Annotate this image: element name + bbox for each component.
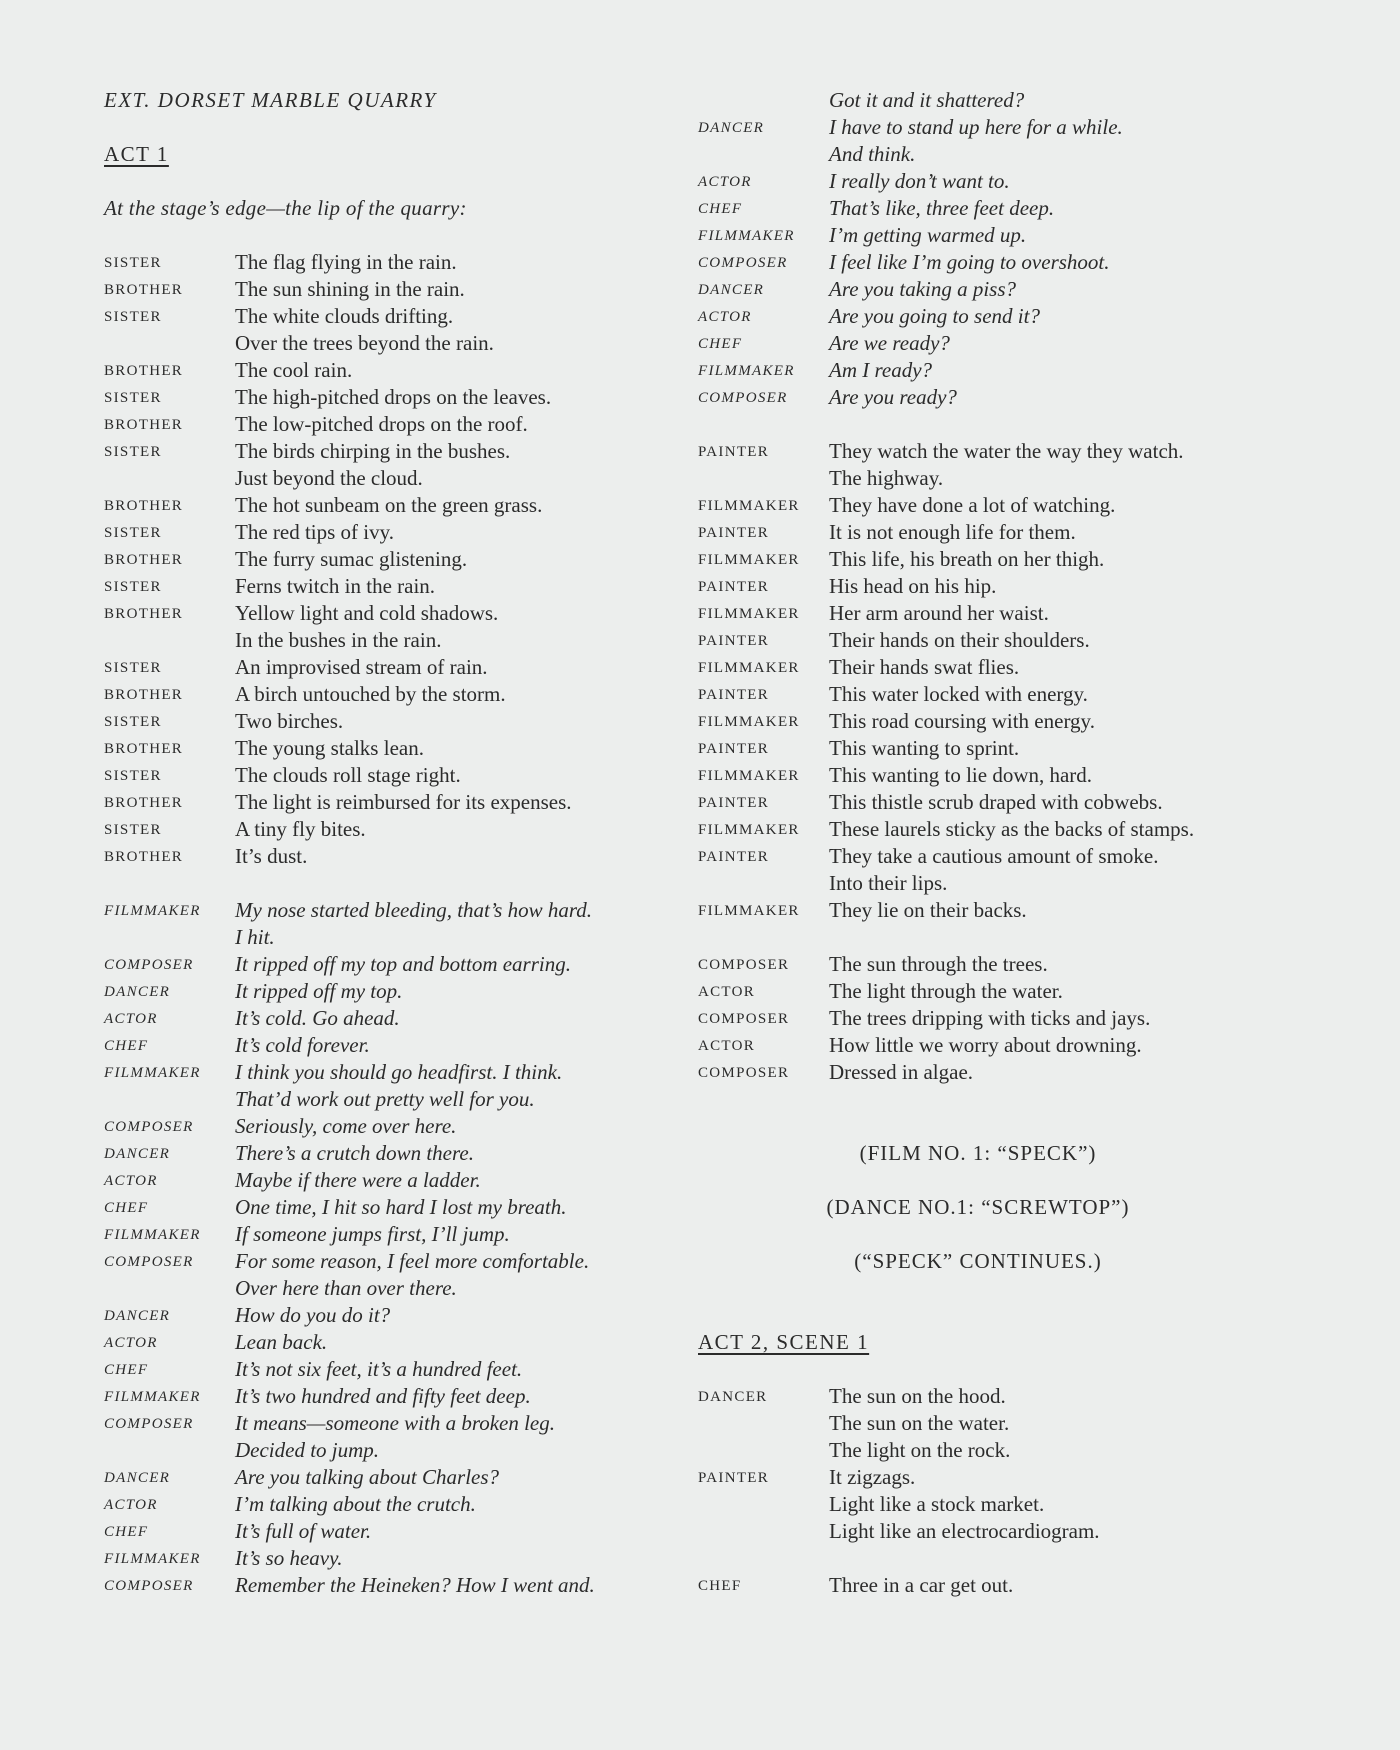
dialogue-text: It’s two hundred and fifty feet deep. <box>235 1384 531 1408</box>
speaker-name: ACTOR <box>104 1335 158 1351</box>
dialogue-text: It’s so heavy. <box>235 1546 343 1570</box>
dialogue-block <box>698 438 1318 924</box>
dialogue-text: This water locked with energy. <box>829 682 1088 706</box>
dialogue-block <box>698 87 1318 411</box>
dialogue-text: It’s not six feet, it’s a hundred feet. <box>235 1357 523 1381</box>
dialogue-line <box>104 1086 684 1113</box>
dialogue-line <box>104 681 684 708</box>
act-heading: ACT 1 <box>104 142 169 166</box>
dialogue-text: The hot sunbeam on the green grass. <box>235 493 543 517</box>
dialogue-text: It’s full of water. <box>235 1519 372 1543</box>
dialogue-line <box>104 600 684 627</box>
dialogue-text: It’s dust. <box>235 844 308 868</box>
dialogue-text: Seriously, come over here. <box>235 1114 457 1138</box>
dialogue-text: The light on the rock. <box>829 1438 1011 1462</box>
dialogue-text: An improvised stream of rain. <box>235 655 488 679</box>
speaker-name: ACTOR <box>104 1011 158 1027</box>
speaker-name: PAINTER <box>698 795 770 811</box>
dialogue-line <box>104 1194 684 1221</box>
dialogue-text: The birds chirping in the bushes. <box>235 439 511 463</box>
dialogue-text: The cool rain. <box>235 358 353 382</box>
dialogue-text: The trees dripping with ticks and jays. <box>829 1006 1151 1030</box>
dialogue-line <box>104 843 684 870</box>
dialogue-line <box>698 1437 1318 1464</box>
dialogue-line <box>698 1383 1318 1410</box>
speaker-name: FILMMAKER <box>698 552 800 568</box>
dialogue-text: A birch untouched by the storm. <box>235 682 506 706</box>
speaker-name: BROTHER <box>104 687 184 703</box>
dialogue-line <box>104 1464 684 1491</box>
dialogue-text: In the bushes in the rain. <box>235 628 442 652</box>
dialogue-text: They lie on their backs. <box>829 898 1027 922</box>
dialogue-text: The young stalks lean. <box>235 736 424 760</box>
dialogue-text: Just beyond the cloud. <box>235 466 423 490</box>
dialogue-text: If someone jumps first, I’ll jump. <box>235 1222 510 1246</box>
dialogue-line <box>104 1113 684 1140</box>
left-column <box>104 87 684 1599</box>
dialogue-line <box>104 1140 684 1167</box>
dialogue-text: How little we worry about drowning. <box>829 1033 1142 1057</box>
speaker-name: DANCER <box>104 984 171 1000</box>
speaker-name: CHEF <box>698 201 743 217</box>
dialogue-line <box>698 573 1318 600</box>
dialogue-line <box>104 573 684 600</box>
speaker-name: DANCER <box>104 1470 171 1486</box>
dialogue-line <box>104 1437 684 1464</box>
speaker-name: PAINTER <box>698 687 770 703</box>
dialogue-line <box>698 681 1318 708</box>
dialogue-line <box>698 195 1318 222</box>
dialogue-text: Dressed in algae. <box>829 1060 974 1084</box>
dialogue-line <box>104 708 684 735</box>
dialogue-line <box>104 762 684 789</box>
dialogue-text: The red tips of ivy. <box>235 520 395 544</box>
dialogue-text: Into their lips. <box>829 871 948 895</box>
dialogue-line <box>104 1491 684 1518</box>
dialogue-text: Light like an electrocardiogram. <box>829 1519 1100 1543</box>
dialogue-line <box>104 546 684 573</box>
speaker-name: SISTER <box>104 525 162 541</box>
speaker-name: FILMMAKER <box>698 903 800 919</box>
dialogue-block <box>698 1572 1318 1599</box>
dialogue-text: They watch the water the way they watch. <box>829 439 1184 463</box>
dialogue-text: That’d work out pretty well for you. <box>235 1087 535 1111</box>
dialogue-line <box>104 438 684 465</box>
dialogue-text: Over the trees beyond the rain. <box>235 331 494 355</box>
dialogue-block <box>104 249 684 870</box>
dialogue-line <box>698 978 1318 1005</box>
dialogue-line <box>698 1464 1318 1491</box>
dialogue-line <box>698 1059 1318 1086</box>
dialogue-line <box>698 168 1318 195</box>
dialogue-line <box>104 1356 684 1383</box>
dialogue-line <box>104 1005 684 1032</box>
speaker-name: CHEF <box>104 1524 149 1540</box>
right-column <box>698 87 1318 1599</box>
dialogue-text: I hit. <box>235 925 275 949</box>
dialogue-line <box>698 1518 1318 1545</box>
dialogue-text: This wanting to lie down, hard. <box>829 763 1093 787</box>
dialogue-text: Lean back. <box>235 1330 328 1354</box>
dialogue-line <box>698 384 1318 411</box>
speaker-name: SISTER <box>104 660 162 676</box>
dialogue-line <box>698 357 1318 384</box>
speaker-name: COMPOSER <box>698 1011 790 1027</box>
speaker-name: COMPOSER <box>698 957 790 973</box>
dialogue-text: The highway. <box>829 466 944 490</box>
speaker-name: BROTHER <box>104 849 184 865</box>
dialogue-line <box>104 303 684 330</box>
speaker-name: ACTOR <box>698 984 756 1000</box>
speaker-name: FILMMAKER <box>104 1227 201 1243</box>
dialogue-text: The sun through the trees. <box>829 952 1048 976</box>
dialogue-text: The sun on the water. <box>829 1411 1010 1435</box>
dialogue-line <box>698 114 1318 141</box>
dialogue-line <box>698 654 1318 681</box>
dialogue-block <box>698 951 1318 1086</box>
dialogue-line <box>104 1410 684 1437</box>
speaker-name: SISTER <box>104 579 162 595</box>
dialogue-line <box>698 600 1318 627</box>
dialogue-line <box>698 1032 1318 1059</box>
speaker-name: COMPOSER <box>698 1065 790 1081</box>
speaker-name: CHEF <box>698 336 743 352</box>
dialogue-line <box>698 303 1318 330</box>
dialogue-text: It’s cold forever. <box>235 1033 370 1057</box>
dialogue-text: Are you taking a piss? <box>829 277 1017 301</box>
speaker-name: PAINTER <box>698 579 770 595</box>
dialogue-line <box>104 1248 684 1275</box>
dialogue-line <box>698 762 1318 789</box>
speaker-name: PAINTER <box>698 741 770 757</box>
dialogue-text: The light is reimbursed for its expenses. <box>235 790 572 814</box>
dialogue-line <box>104 1167 684 1194</box>
speaker-name: FILMMAKER <box>698 498 800 514</box>
dialogue-line <box>698 897 1318 924</box>
dialogue-text: That’s like, three feet deep. <box>829 196 1055 220</box>
dialogue-text: A tiny fly bites. <box>235 817 366 841</box>
dialogue-block <box>698 1383 1318 1545</box>
speaker-name: FILMMAKER <box>698 606 800 622</box>
speaker-name: COMPOSER <box>104 1416 194 1432</box>
speaker-name: SISTER <box>104 255 162 271</box>
dialogue-text: The high-pitched drops on the leaves. <box>235 385 552 409</box>
speaker-name: SISTER <box>104 390 162 406</box>
dialogue-line <box>104 789 684 816</box>
speaker-name: CHEF <box>104 1038 149 1054</box>
speaker-name: SISTER <box>104 768 162 784</box>
dialogue-line <box>104 1545 684 1572</box>
speaker-name: ACTOR <box>698 174 752 190</box>
dialogue-line <box>104 249 684 276</box>
dialogue-line <box>104 1383 684 1410</box>
dialogue-text: It’s cold. Go ahead. <box>235 1006 400 1030</box>
speaker-name: FILMMAKER <box>698 822 800 838</box>
dialogue-line <box>698 492 1318 519</box>
dialogue-line <box>698 1005 1318 1032</box>
dialogue-text: I think you should go headfirst. I think. <box>235 1060 563 1084</box>
dialogue-line <box>698 735 1318 762</box>
dialogue-line <box>104 951 684 978</box>
dialogue-text: This thistle scrub draped with cobwebs. <box>829 790 1163 814</box>
speaker-name: FILMMAKER <box>698 228 795 244</box>
dialogue-text: Two birches. <box>235 709 344 733</box>
dialogue-text: I’m getting warmed up. <box>829 223 1027 247</box>
dialogue-text: Their hands on their shoulders. <box>829 628 1090 652</box>
dialogue-text: My nose started bleeding, that’s how hard. <box>235 898 592 922</box>
dialogue-text: Am I ready? <box>829 358 933 382</box>
dialogue-line <box>698 330 1318 357</box>
speaker-name: FILMMAKER <box>698 714 800 730</box>
dialogue-line <box>104 276 684 303</box>
dialogue-text: The light through the water. <box>829 979 1063 1003</box>
speaker-name: FILMMAKER <box>698 660 800 676</box>
dialogue-line <box>104 978 684 1005</box>
dialogue-text: Maybe if there were a ladder. <box>235 1168 481 1192</box>
scene-heading: EXT. DORSET MARBLE QUARRY <box>104 88 437 112</box>
dialogue-text: They take a cautious amount of smoke. <box>829 844 1159 868</box>
dialogue-text: There’s a crutch down there. <box>235 1141 474 1165</box>
speaker-name: FILMMAKER <box>104 1551 201 1567</box>
speaker-name: FILMMAKER <box>104 1065 201 1081</box>
dialogue-line <box>104 1059 684 1086</box>
dialogue-line <box>698 708 1318 735</box>
speaker-name: SISTER <box>104 714 162 730</box>
dialogue-text: It zigzags. <box>829 1465 916 1489</box>
dialogue-text: It ripped off my top. <box>235 979 403 1003</box>
dialogue-line <box>698 816 1318 843</box>
dialogue-text: The sun shining in the rain. <box>235 277 465 301</box>
speaker-name: FILMMAKER <box>698 768 800 784</box>
dialogue-line <box>104 1518 684 1545</box>
dialogue-text: This wanting to sprint. <box>829 736 1020 760</box>
speaker-name: BROTHER <box>104 417 184 433</box>
speaker-name: PAINTER <box>698 633 770 649</box>
stage-direction: At the stage’s edge—the lip of the quarry: <box>104 196 467 220</box>
speaker-name: CHEF <box>104 1362 149 1378</box>
dialogue-line <box>104 357 684 384</box>
interlude-dance: (DANCE NO.1: “SCREWTOP”) <box>826 1195 1130 1219</box>
dialogue-text: Her arm around her waist. <box>829 601 1049 625</box>
speaker-name: BROTHER <box>104 606 184 622</box>
speaker-name: BROTHER <box>104 363 184 379</box>
dialogue-line <box>698 870 1318 897</box>
dialogue-line <box>104 411 684 438</box>
dialogue-text: The furry sumac glistening. <box>235 547 468 571</box>
speaker-name: CHEF <box>698 1578 742 1594</box>
dialogue-block <box>104 897 684 1599</box>
speaker-name: PAINTER <box>698 849 770 865</box>
speaker-name: FILMMAKER <box>698 363 795 379</box>
interlude-continues: (“SPECK” CONTINUES.) <box>854 1249 1102 1273</box>
dialogue-line <box>104 330 684 357</box>
dialogue-line <box>104 897 684 924</box>
speaker-name: PAINTER <box>698 1470 770 1486</box>
dialogue-line <box>104 1329 684 1356</box>
dialogue-text: I really don’t want to. <box>829 169 1010 193</box>
dialogue-text: How do you do it? <box>235 1303 391 1327</box>
speaker-name: DANCER <box>104 1308 171 1324</box>
dialogue-text: Yellow light and cold shadows. <box>235 601 499 625</box>
dialogue-line <box>104 519 684 546</box>
dialogue-text: The sun on the hood. <box>829 1384 1006 1408</box>
dialogue-text: And think. <box>829 142 916 166</box>
dialogue-line <box>698 87 1318 114</box>
speaker-name: DANCER <box>698 282 765 298</box>
dialogue-text: Decided to jump. <box>235 1438 380 1462</box>
dialogue-text: This road coursing with energy. <box>829 709 1095 733</box>
speaker-name: ACTOR <box>104 1497 158 1513</box>
dialogue-line <box>698 1491 1318 1518</box>
dialogue-text: The low-pitched drops on the roof. <box>235 412 528 436</box>
speaker-name: DANCER <box>698 120 765 136</box>
dialogue-text: Are you ready? <box>829 385 957 409</box>
dialogue-line <box>104 1032 684 1059</box>
speaker-name: COMPOSER <box>104 1578 194 1594</box>
dialogue-line <box>698 627 1318 654</box>
dialogue-line <box>104 1572 684 1599</box>
speaker-name: FILMMAKER <box>104 1389 201 1405</box>
dialogue-text: The white clouds drifting. <box>235 304 454 328</box>
speaker-name: COMPOSER <box>698 255 788 271</box>
dialogue-text: This life, his breath on her thigh. <box>829 547 1105 571</box>
dialogue-line <box>698 519 1318 546</box>
dialogue-line <box>104 627 684 654</box>
dialogue-line <box>104 1275 684 1302</box>
dialogue-text: Three in a car get out. <box>829 1573 1014 1597</box>
speaker-name: COMPOSER <box>698 390 788 406</box>
speaker-name: BROTHER <box>104 552 184 568</box>
dialogue-line <box>698 438 1318 465</box>
dialogue-line <box>104 816 684 843</box>
dialogue-line <box>698 789 1318 816</box>
dialogue-text: The clouds roll stage right. <box>235 763 461 787</box>
dialogue-line <box>104 735 684 762</box>
dialogue-text: I’m talking about the crutch. <box>235 1492 476 1516</box>
speaker-name: PAINTER <box>698 525 770 541</box>
speaker-name: COMPOSER <box>104 957 194 973</box>
speaker-name: CHEF <box>104 1200 149 1216</box>
dialogue-text: Are you talking about Charles? <box>235 1465 500 1489</box>
speaker-name: DANCER <box>698 1389 768 1405</box>
dialogue-line <box>104 465 684 492</box>
speaker-name: COMPOSER <box>104 1254 194 1270</box>
dialogue-line <box>104 384 684 411</box>
speaker-name: BROTHER <box>104 795 184 811</box>
dialogue-line <box>698 249 1318 276</box>
dialogue-text: Are you going to send it? <box>829 304 1040 328</box>
speaker-name: ACTOR <box>698 1038 756 1054</box>
dialogue-text: For some reason, I feel more comfortable. <box>235 1249 590 1273</box>
dialogue-text: I have to stand up here for a while. <box>829 115 1123 139</box>
dialogue-text: I feel like I’m going to overshoot. <box>829 250 1110 274</box>
speaker-name: DANCER <box>104 1146 171 1162</box>
speaker-name: SISTER <box>104 444 162 460</box>
dialogue-line <box>104 492 684 519</box>
speaker-name: BROTHER <box>104 741 184 757</box>
dialogue-text: Light like a stock market. <box>829 1492 1045 1516</box>
dialogue-line <box>698 546 1318 573</box>
act-heading: ACT 2, SCENE 1 <box>698 1330 870 1354</box>
dialogue-text: These laurels sticky as the backs of stamps. <box>829 817 1195 841</box>
dialogue-line <box>698 141 1318 168</box>
interlude-film: (FILM NO. 1: “SPECK”) <box>859 1141 1097 1165</box>
dialogue-text: The flag flying in the rain. <box>235 250 457 274</box>
speaker-name: FILMMAKER <box>104 903 201 919</box>
dialogue-line <box>698 465 1318 492</box>
dialogue-text: It ripped off my top and bottom earring. <box>235 952 571 976</box>
dialogue-line <box>698 1410 1318 1437</box>
dialogue-text: Ferns twitch in the rain. <box>235 574 436 598</box>
dialogue-line <box>698 276 1318 303</box>
speaker-name: SISTER <box>104 309 162 325</box>
speaker-name: BROTHER <box>104 498 184 514</box>
dialogue-line <box>104 924 684 951</box>
dialogue-text: His head on his hip. <box>829 574 997 598</box>
dialogue-text: It is not enough life for them. <box>829 520 1076 544</box>
dialogue-text: Over here than over there. <box>235 1276 457 1300</box>
dialogue-text: Are we ready? <box>829 331 950 355</box>
dialogue-line <box>698 222 1318 249</box>
dialogue-line <box>698 1572 1318 1599</box>
dialogue-line <box>104 654 684 681</box>
speaker-name: SISTER <box>104 822 162 838</box>
dialogue-line <box>698 843 1318 870</box>
speaker-name: ACTOR <box>104 1173 158 1189</box>
dialogue-line <box>698 951 1318 978</box>
dialogue-line <box>104 1302 684 1329</box>
dialogue-line <box>104 1221 684 1248</box>
speaker-name: COMPOSER <box>104 1119 194 1135</box>
dialogue-text: One time, I hit so hard I lost my breath. <box>235 1195 567 1219</box>
dialogue-text: It means—someone with a broken leg. <box>235 1411 556 1435</box>
dialogue-text: They have done a lot of watching. <box>829 493 1116 517</box>
speaker-name: ACTOR <box>698 309 752 325</box>
speaker-name: BROTHER <box>104 282 184 298</box>
dialogue-text: Got it and it shattered? <box>829 88 1025 112</box>
dialogue-text: Their hands swat flies. <box>829 655 1020 679</box>
dialogue-text: Remember the Heineken? How I went and. <box>235 1573 595 1597</box>
speaker-name: PAINTER <box>698 444 770 460</box>
